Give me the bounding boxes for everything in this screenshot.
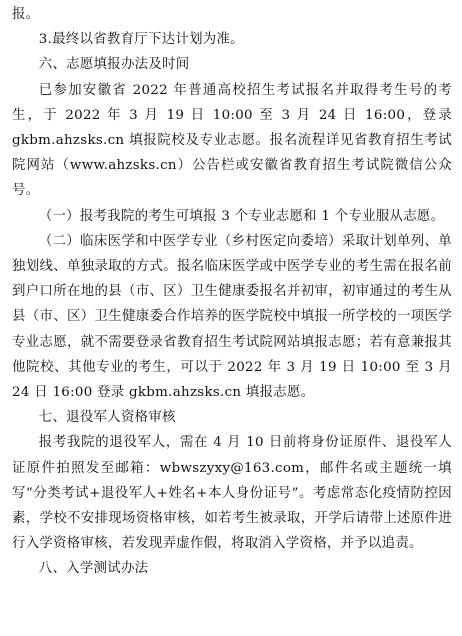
paragraph-item-1: （一）报考我院的考生可填报 3 个专业志愿和 1 个专业服从志愿。	[38, 208, 445, 224]
paragraph-application-time: 已参加安徽省 2022 年普通高校招生考试报名并取得考生号的考生，于 2022 年 3 月 19 日 10:00 至 3 月 24 日 16:00，登录 gkbm.ahzsks.cn 填报院校及专业志愿。报名流程详见省教育招生考试院网站（www.ahzsks.cn）公告栏或安徽省教育招生考试院微信公众号。	[12, 82, 452, 199]
paragraph-item-2: （二）临床医学和中医学专业（乡村医定向委培）采取计划单列、单独划线、单独录取的方式。报名临床医学或中医学专业的考生需在报名前到户口所在地的县（市、区）卫生健康委报名并初审，初审通过的考生从县（市、区）卫生健康委合作培养的医学院校中填报一所学校的一项医学专业志愿，就不需要登录省教育招生考试院网站填报志愿；若有意兼报其他院校、其他专业的考生，可以于 2022 年 3 月 19 日 10:00 至 3 月 24 日 16:00 登录 gkbm.ahzsks.cn 填报志愿。	[12, 233, 452, 401]
section-heading-8: 八、入学测试办法	[38, 561, 149, 577]
paragraph-veteran-review: 报考我院的退役军人，需在 4 月 10 日前将身份证原件、退役军人证原件拍照发至邮箱：wbwszyxy@163.com，邮件名或主题统一填写“分类考试+退役军人+姓名+本人身份证号”。考虑常态化疫情防控因素，学校不安排现场资格审核，如若考生被录取，开学后请带上述原件进行入学资格审核，若发现弄虚作假，将取消入学资格，并予以追责。	[12, 435, 452, 552]
paragraph-continuation: 报。	[12, 7, 40, 22]
section-heading-7: 七、退役军人资格审核	[38, 410, 176, 426]
section-heading-6: 六、志愿填报办法及时间	[38, 57, 190, 73]
paragraph-plan-note: 3.最终以省教育厅下达计划为准。	[38, 32, 244, 48]
